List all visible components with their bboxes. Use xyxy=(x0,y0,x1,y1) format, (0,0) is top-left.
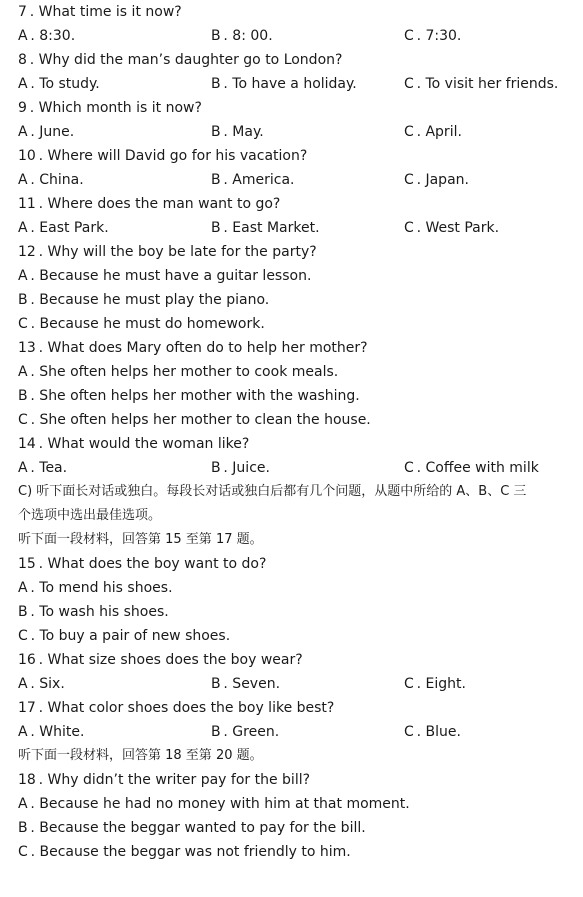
option-c: C . Eight. xyxy=(404,676,466,692)
question-text: 10 . Where will David go for his vacation? xyxy=(18,148,308,164)
question-text: 11 . Where does the man want to go? xyxy=(18,196,281,212)
section-instruction: 听下面一段材料，回答第 15 至第 17 题。 xyxy=(18,532,263,547)
section-instruction: 听下面一段材料，回答第 18 至第 20 题。 xyxy=(18,748,263,763)
answer-option: B . She often helps her mother with the washing. xyxy=(18,388,360,404)
answer-options-row xyxy=(18,72,578,96)
question-text: 8 . Why did the man’s daughter go to London? xyxy=(18,52,343,68)
exam-page xyxy=(18,0,578,864)
option-b: B . Green. xyxy=(211,724,280,740)
answer-option: C . Because the beggar was not friendly to him. xyxy=(18,844,351,860)
option-b: B . America. xyxy=(211,172,295,188)
question-text: 15 . What does the boy want to do? xyxy=(18,556,267,572)
option-c: C . West Park. xyxy=(404,220,500,236)
answer-options-row xyxy=(18,216,578,240)
option-a: A . Tea. xyxy=(18,460,68,476)
answer-options-row xyxy=(18,24,578,48)
option-a: A . East Park. xyxy=(18,220,109,236)
answer-option: C . To buy a pair of new shoes. xyxy=(18,628,231,644)
option-a: A . White. xyxy=(18,724,85,740)
option-c: C . Blue. xyxy=(404,724,461,740)
option-a: A . China. xyxy=(18,172,84,188)
answer-option: B . Because the beggar wanted to pay for the bill. xyxy=(18,820,366,836)
answer-option: A . Because he had no money with him at that moment. xyxy=(18,796,410,812)
question-text: 12 . Why will the boy be late for the party? xyxy=(18,244,317,260)
option-a: A . Six. xyxy=(18,676,65,692)
option-a: A . June. xyxy=(18,124,75,140)
answer-options-row xyxy=(18,720,578,744)
option-b: B . Juice. xyxy=(211,460,270,476)
question-text: 7 . What time is it now? xyxy=(18,4,182,20)
question-text: 18 . Why didn’t the writer pay for the bill? xyxy=(18,772,311,788)
option-b: B . May. xyxy=(211,124,264,140)
section-instruction: 个选项中选出最佳选项。 xyxy=(18,508,162,523)
option-b: B . Seven. xyxy=(211,676,281,692)
option-c: C . Coffee with milk xyxy=(404,460,539,476)
option-a: A . 8:30. xyxy=(18,28,76,44)
option-b: B . 8: 00. xyxy=(211,28,273,44)
question-text: 13 . What does Mary often do to help her mother? xyxy=(18,340,368,356)
answer-option: B . To wash his shoes. xyxy=(18,604,169,620)
answer-options-row xyxy=(18,672,578,696)
option-b: B . To have a holiday. xyxy=(211,76,357,92)
answer-option: B . Because he must play the piano. xyxy=(18,292,270,308)
question-text: 9 . Which month is it now? xyxy=(18,100,202,116)
answer-option: C . Because he must do homework. xyxy=(18,316,265,332)
option-b: B . East Market. xyxy=(211,220,320,236)
answer-options-row xyxy=(18,120,578,144)
section-instruction: C) 听下面长对话或独白。每段长对话或独白后都有几个问题，从题中所给的 A、B、C 三 xyxy=(18,484,527,499)
answer-option: A . She often helps her mother to cook meals. xyxy=(18,364,339,380)
answer-option: A . To mend his shoes. xyxy=(18,580,173,596)
answer-option: A . Because he must have a guitar lesson. xyxy=(18,268,312,284)
answer-options-row xyxy=(18,456,578,480)
option-c: C . To visit her friends. xyxy=(404,76,559,92)
option-c: C . 7:30. xyxy=(404,28,462,44)
option-a: A . To study. xyxy=(18,76,100,92)
answer-option: C . She often helps her mother to clean the house. xyxy=(18,412,371,428)
question-text: 16 . What size shoes does the boy wear? xyxy=(18,652,303,668)
answer-options-row xyxy=(18,168,578,192)
option-c: C . Japan. xyxy=(404,172,469,188)
question-text: 14 . What would the woman like? xyxy=(18,436,250,452)
question-text: 17 . What color shoes does the boy like best? xyxy=(18,700,335,716)
option-c: C . April. xyxy=(404,124,462,140)
